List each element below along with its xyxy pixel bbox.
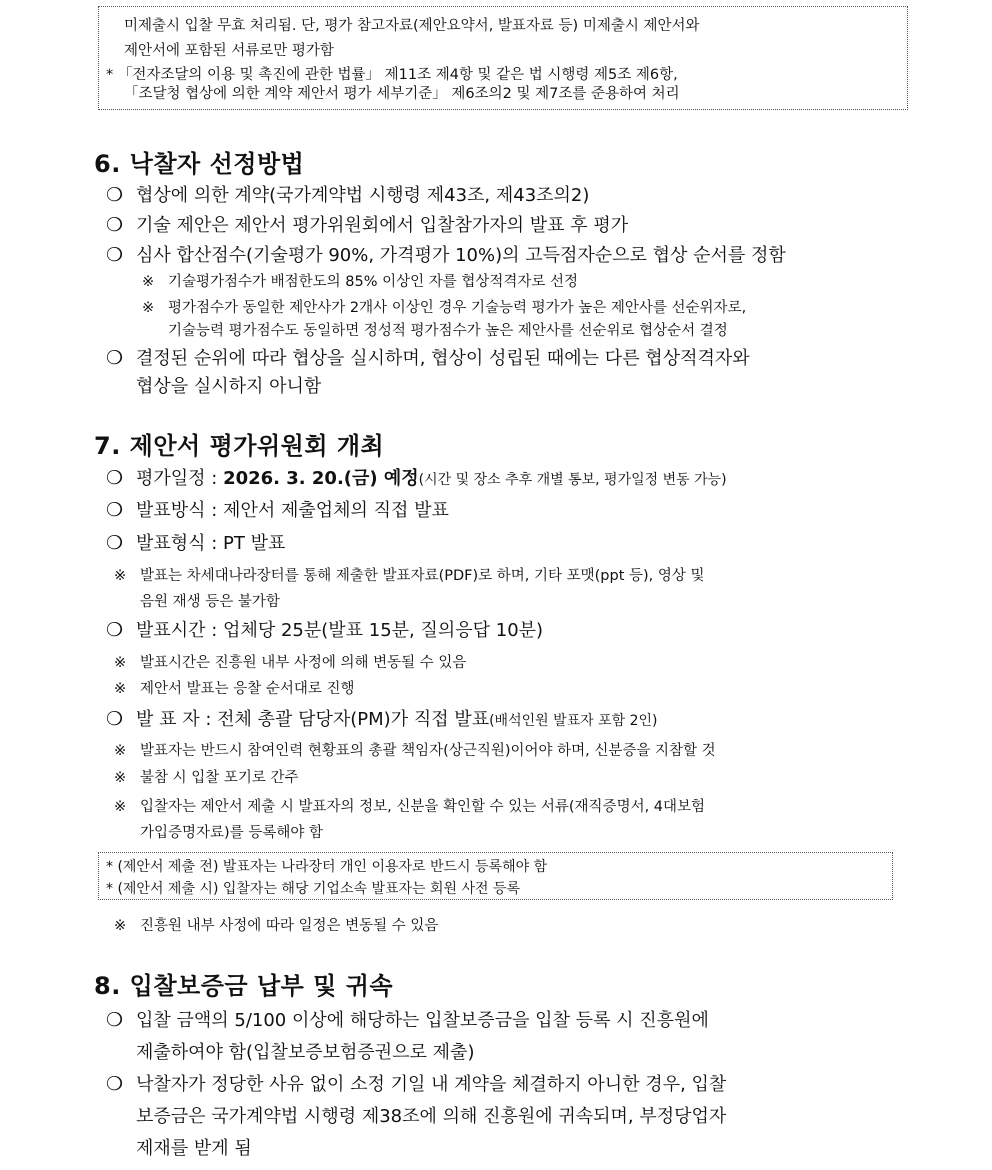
s7-method: ❍ 발표방식 : 제안서 제출업체의 직접 발표 <box>106 499 449 521</box>
note-mark-icon: ※ <box>114 681 127 697</box>
circle-bullet-icon: ❍ <box>106 499 124 521</box>
circle-bullet-icon: ❍ <box>106 244 124 266</box>
s7-note-form-b: 음원 재생 등은 불가함 <box>140 594 280 610</box>
note-mark-icon: ※ <box>142 300 155 316</box>
note-mark-icon: ※ <box>114 568 127 584</box>
s7-note-time-2: ※ 제안서 발표는 응찰 순서대로 진행 <box>114 681 355 697</box>
top-box-line-3: * 「전자조달의 이용 및 촉진에 관한 법률」 제11조 제4항 및 같은 법 시행령 제5조 제6항, <box>106 67 678 83</box>
s7-box-line-2: * (제안서 제출 시) 입찰자는 해당 기업소속 발표자는 회원 사전 등록 <box>106 881 521 897</box>
circle-bullet-icon: ❍ <box>106 532 124 554</box>
circle-bullet-icon: ❍ <box>106 1073 124 1095</box>
circle-bullet-icon: ❍ <box>106 347 124 369</box>
s7-note-presenter-2: ※ 불참 시 입찰 포기로 간주 <box>114 770 299 786</box>
circle-bullet-icon: ❍ <box>106 1009 124 1031</box>
s6-bullet-4a: ❍ 결정된 순위에 따라 협상을 실시하며, 협상이 성립된 때에는 다른 협상적격자와 <box>106 347 750 369</box>
s7-presenter: ❍ 발 표 자 : 전체 총괄 담당자(PM)가 직접 발표(배석인원 발표자 포함 2인) <box>106 708 658 730</box>
s7-form: ❍ 발표형식 : PT 발표 <box>106 532 286 554</box>
circle-bullet-icon: ❍ <box>106 184 124 206</box>
note-mark-icon: ※ <box>114 770 127 786</box>
top-box-line-1: 미제출시 입찰 무효 처리됨. 단, 평가 참고자료(제안요약서, 발표자료 등) 미제출시 제안서와 <box>124 18 700 34</box>
s6-note-2b: 기술능력 평가점수도 동일하면 정성적 평가점수가 높은 제안사를 선순위로 협상순서 결정 <box>168 323 728 339</box>
s7-box-line-1: * (제안서 제출 전) 발표자는 나라장터 개인 이용자로 반드시 등록해야 함 <box>106 859 548 875</box>
s7-time: ❍ 발표시간 : 업체당 25분(발표 15분, 질의응답 10분) <box>106 619 544 641</box>
circle-bullet-icon: ❍ <box>106 708 124 730</box>
circle-bullet-icon: ❍ <box>106 467 124 489</box>
s6-bullet-1: ❍ 협상에 의한 계약(국가계약법 시행령 제43조, 제43조의2) <box>106 184 590 206</box>
s7-note-presenter-3a: ※ 입찰자는 제안서 제출 시 발표자의 정보, 신분을 확인할 수 있는 서류(재직증명서, 4대보험 <box>114 799 706 815</box>
s6-bullet-3: ❍ 심사 합산점수(기술평가 90%, 가격평가 10%)의 고득점자순으로 협상 순서를 정함 <box>106 244 786 266</box>
s6-note-2a: ※ 평가점수가 동일한 제안사가 2개사 이상인 경우 기술능력 평가가 높은 제안사를 선순위자로, <box>142 300 747 316</box>
s6-bullet-4b: 협상을 실시하지 아니함 <box>136 376 322 397</box>
s8-bullet-1a: ❍ 입찰 금액의 5/100 이상에 해당하는 입찰보증금을 입찰 등록 시 진흥원에 <box>106 1009 709 1031</box>
s6-note-1: ※ 기술평가점수가 배점한도의 85% 이상인 자를 협상적격자로 선정 <box>142 274 579 290</box>
section-6-title: 6. 낙찰자 선정방법 <box>94 150 305 178</box>
section-8-title: 8. 입찰보증금 납부 및 귀속 <box>94 972 394 1000</box>
s7-note-time-1: ※ 발표시간은 진흥원 내부 사정에 의해 변동될 수 있음 <box>114 655 467 671</box>
circle-bullet-icon: ❍ <box>106 214 124 236</box>
s8-bullet-2c: 제재를 받게 됨 <box>136 1138 252 1159</box>
s7-note-presenter-1: ※ 발표자는 반드시 참여인력 현황표의 총괄 책임자(상근직원)이어야 하며, 신분증을 지참할 것 <box>114 743 716 759</box>
s7-note-presenter-3b: 가입증명자료)를 등록해야 함 <box>140 825 323 841</box>
s7-note-form-a: ※ 발표는 차세대나라장터를 통해 제출한 발표자료(PDF)로 하며, 기타 포맷(ppt 등), 영상 및 <box>114 568 705 584</box>
s8-bullet-2b: 보증금은 국가계약법 시행령 제38조에 의해 진흥원에 귀속되며, 부정당업자 <box>136 1106 727 1127</box>
s7-date: ❍ 평가일정 : 2026. 3. 20.(금) 예정(시간 및 장소 추후 개별 통보, 평가일정 변동 가능) <box>106 467 727 489</box>
note-mark-icon: ※ <box>114 655 127 671</box>
s8-bullet-2a: ❍ 낙찰자가 정당한 사유 없이 소정 기일 내 계약을 체결하지 아니한 경우, 입찰 <box>106 1073 727 1095</box>
top-box-line-2: 제안서에 포함된 서류로만 평가함 <box>124 43 334 59</box>
circle-bullet-icon: ❍ <box>106 619 124 641</box>
note-mark-icon: ※ <box>114 799 127 815</box>
top-box-line-4: 「조달청 협상에 의한 계약 제안서 평가 세부기준」 제6조의2 및 제7조를 준용하여 처리 <box>124 86 680 102</box>
s7-note-last: ※ 진흥원 내부 사정에 따라 일정은 변동될 수 있음 <box>114 918 439 934</box>
s6-bullet-2: ❍ 기술 제안은 제안서 평가위원회에서 입찰참가자의 발표 후 평가 <box>106 214 629 236</box>
section-7-title: 7. 제안서 평가위원회 개최 <box>94 432 385 460</box>
note-mark-icon: ※ <box>114 743 127 759</box>
note-mark-icon: ※ <box>114 918 127 934</box>
note-mark-icon: ※ <box>142 274 155 290</box>
s8-bullet-1b: 제출하여야 함(입찰보증보험증권으로 제출) <box>136 1042 475 1063</box>
